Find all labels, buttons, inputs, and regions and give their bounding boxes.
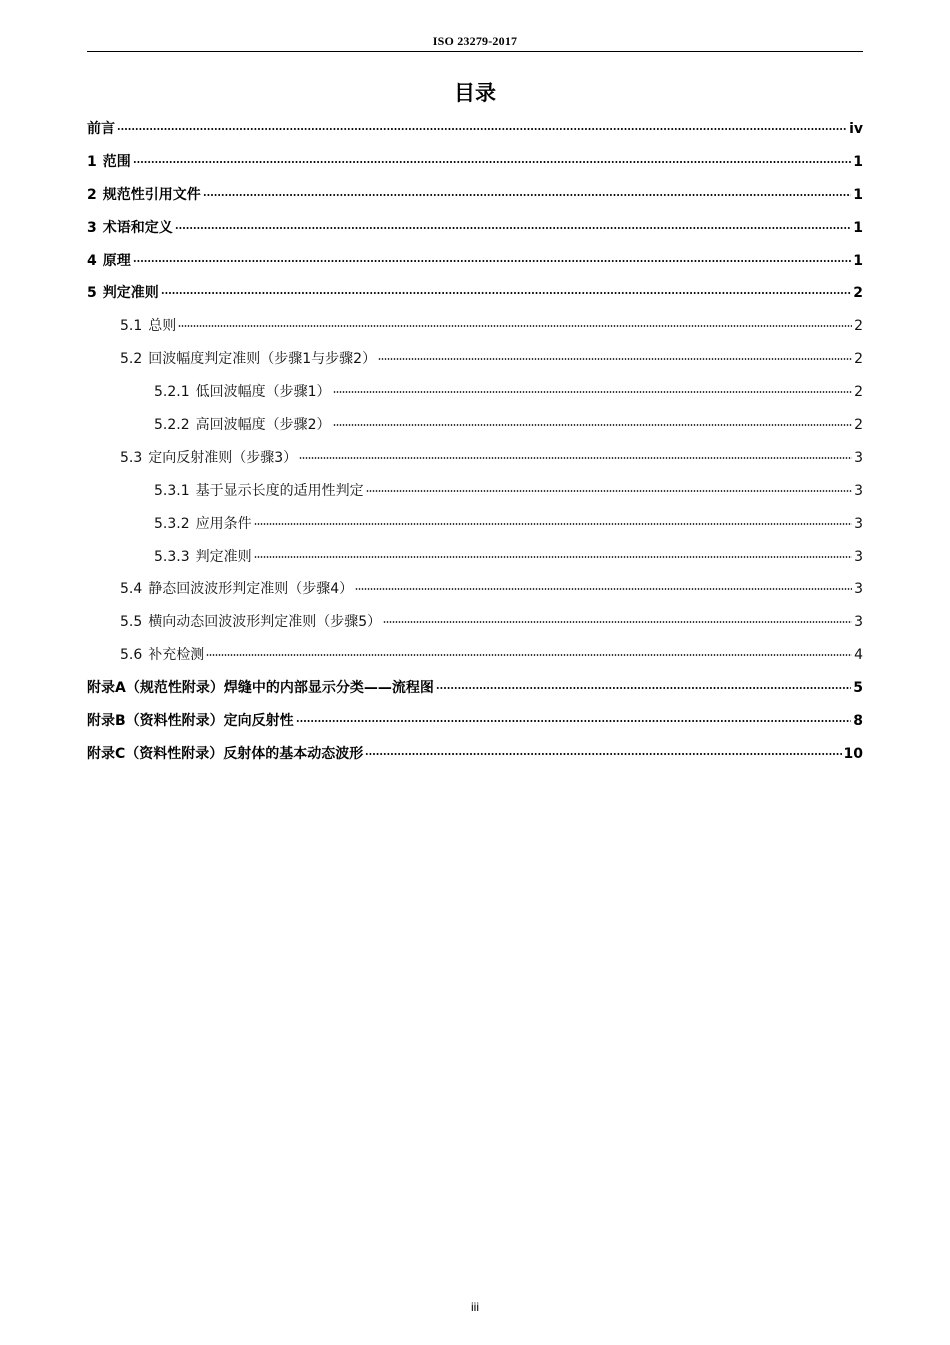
toc-entry-label: 定向反射准则（步骤3）	[148, 449, 298, 466]
toc-entry[interactable]	[87, 118, 863, 151]
toc-entry-number: 5.4	[120, 581, 143, 598]
toc-entry-label: 规范性引用文件	[102, 186, 201, 203]
page-title: 目录	[454, 81, 496, 105]
toc-entry-number: 5.2.1	[154, 384, 190, 401]
toc-entry-page: 3	[854, 515, 863, 532]
toc-entry[interactable]	[87, 743, 863, 776]
toc-entry-page: 3	[854, 581, 863, 598]
toc-entry-number: 5.3.2	[154, 515, 190, 532]
dot-leader	[206, 654, 852, 656]
dot-leader	[366, 490, 852, 492]
header-rule	[87, 51, 863, 52]
toc-entry-page: 8	[853, 713, 863, 730]
dot-leader	[254, 523, 852, 525]
toc-entry-page: 3	[854, 548, 863, 565]
dot-leader	[254, 556, 852, 558]
toc-entry[interactable]	[87, 315, 863, 348]
toc-entry[interactable]	[87, 250, 863, 283]
toc-entry-label: 补充检测	[148, 647, 205, 664]
toc-entry-page: 3	[854, 614, 863, 631]
toc-entry-label: 前言	[87, 121, 115, 137]
toc-entry-label: 总则	[148, 318, 177, 335]
dot-leader	[117, 128, 847, 130]
dot-leader	[178, 325, 852, 327]
toc-entry-number: 5.2	[120, 351, 143, 368]
toc-entry-page: 2	[853, 285, 863, 302]
dot-leader	[299, 457, 852, 459]
table-of-contents	[87, 118, 863, 776]
toc-entry-number: 1	[87, 153, 97, 170]
toc-entry-label: 原理	[102, 252, 131, 269]
toc-entry[interactable]	[87, 480, 863, 513]
toc-entry[interactable]	[87, 546, 863, 579]
toc-entry-page: 2	[854, 351, 863, 368]
toc-entry-label: 静态回波波形判定准则（步骤4）	[148, 581, 354, 598]
dot-leader	[296, 720, 852, 722]
toc-entry-label: 附录A（规范性附录）焊缝中的内部显示分类——流程图	[87, 680, 434, 697]
toc-entry-number: 5.5	[120, 614, 143, 631]
dot-leader	[333, 424, 853, 426]
toc-entry[interactable]	[87, 611, 863, 644]
toc-entry-page: iv	[849, 121, 863, 137]
toc-entry-number: 5.3.1	[154, 482, 190, 499]
toc-entry-page: 3	[854, 449, 863, 466]
toc-entry-label: 高回波幅度（步骤2）	[195, 417, 331, 434]
toc-entry[interactable]	[87, 217, 863, 250]
toc-entry-number: 5.3.3	[154, 548, 190, 565]
dot-leader	[355, 588, 852, 590]
toc-entry-page: 1	[853, 219, 863, 236]
dot-leader	[133, 161, 852, 163]
toc-entry[interactable]	[87, 710, 863, 743]
toc-entry[interactable]	[87, 282, 863, 315]
toc-entry-number: 3	[87, 219, 97, 236]
toc-entry-number: 5.1	[120, 318, 143, 335]
toc-entry-label: 横向动态回波波形判定准则（步骤5）	[148, 614, 382, 631]
dot-leader	[175, 227, 852, 229]
toc-entry-label: 术语和定义	[102, 219, 173, 236]
toc-entry-number: 5.3	[120, 449, 143, 466]
dot-leader	[133, 260, 852, 262]
toc-entry-label: 应用条件	[195, 515, 252, 532]
toc-entry-page: 10	[843, 745, 863, 762]
toc-entry-page: 5	[853, 680, 863, 697]
toc-entry-page: 1	[853, 153, 863, 170]
toc-entry-page: 2	[854, 384, 863, 401]
toc-entry-label: 低回波幅度（步骤1）	[195, 384, 331, 401]
toc-entry-page: 1	[853, 186, 863, 203]
toc-entry-label: 回波幅度判定准则（步骤1与步骤2）	[148, 351, 377, 368]
toc-entry-label: 判定准则	[195, 548, 252, 565]
toc-entry-number: 5.6	[120, 647, 143, 664]
page-number: iii	[471, 1300, 479, 1314]
toc-entry[interactable]	[87, 578, 863, 611]
toc-entry-page: 3	[854, 482, 863, 499]
toc-entry[interactable]	[87, 677, 863, 710]
toc-entry-number: 5	[87, 285, 97, 302]
dot-leader	[365, 753, 841, 755]
toc-entry-label: 基于显示长度的适用性判定	[195, 482, 364, 499]
dot-leader	[378, 358, 852, 360]
toc-entry[interactable]	[87, 414, 863, 447]
dot-leader	[203, 194, 852, 196]
dot-leader	[383, 621, 852, 623]
toc-entry-number: 4	[87, 252, 97, 269]
running-header: ISO 23279-2017	[432, 34, 518, 48]
toc-entry-number: 5.2.2	[154, 417, 190, 434]
toc-entry-page: 2	[854, 417, 863, 434]
dot-leader	[436, 687, 851, 689]
toc-entry-label: 判定准则	[102, 285, 159, 302]
toc-entry[interactable]	[87, 151, 863, 184]
toc-entry-label: 范围	[102, 153, 131, 170]
toc-entry[interactable]	[87, 447, 863, 480]
dot-leader	[333, 391, 853, 393]
toc-entry[interactable]	[87, 381, 863, 414]
toc-entry[interactable]	[87, 348, 863, 381]
toc-entry-page: 1	[853, 252, 863, 269]
toc-entry-page: 4	[854, 647, 863, 664]
toc-entry-label: 附录C（资料性附录）反射体的基本动态波形	[87, 745, 364, 762]
toc-entry[interactable]	[87, 513, 863, 546]
dot-leader	[161, 292, 852, 294]
toc-entry[interactable]	[87, 644, 863, 677]
toc-entry-number: 2	[87, 186, 97, 203]
toc-entry-page: 2	[854, 318, 863, 335]
toc-entry[interactable]	[87, 184, 863, 217]
toc-entry-label: 附录B（资料性附录）定向反射性	[87, 713, 294, 730]
